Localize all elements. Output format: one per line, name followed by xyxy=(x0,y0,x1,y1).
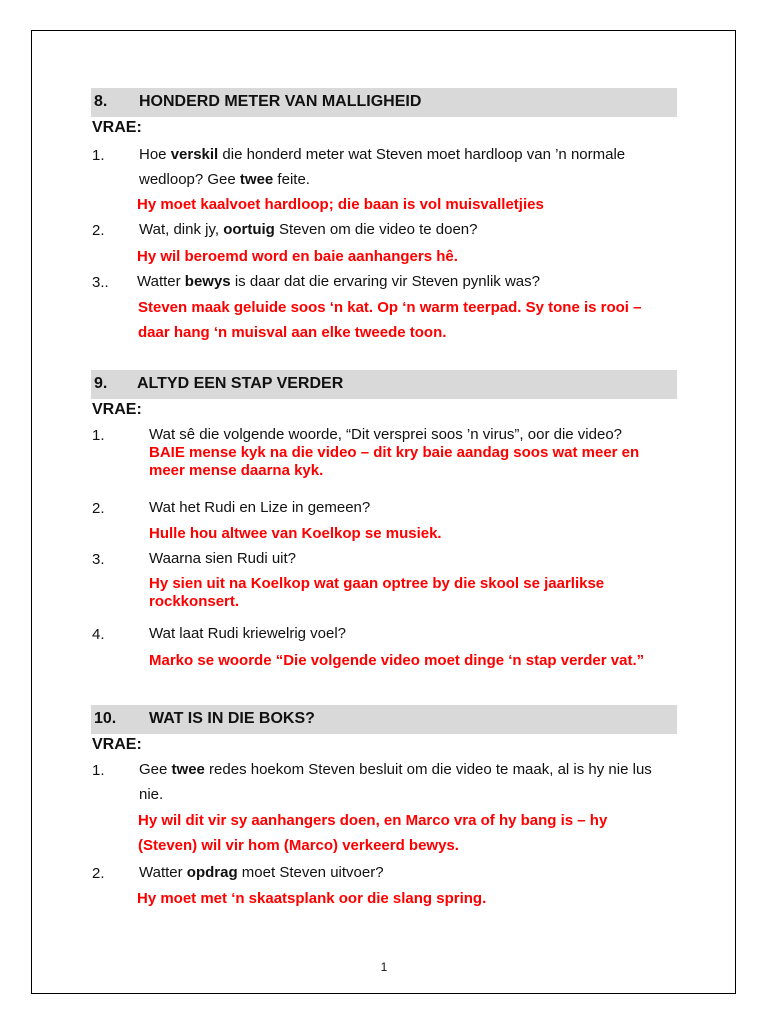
question-number: 2. xyxy=(92,865,105,882)
question-text: Hoe verskil die honderd meter wat Steven moet hardloop van ’n normale wedloop? Gee twee feite. xyxy=(139,146,626,188)
vrae-label: VRAE: xyxy=(92,736,142,753)
emphasis-word: verskil xyxy=(170,146,219,163)
answer-text: Hy wil beroemd word en baie aanhangers hê. xyxy=(137,248,458,265)
vrae-label: VRAE: xyxy=(92,119,142,136)
question-number: 3. xyxy=(92,551,105,568)
emphasis-word: opdrag xyxy=(186,864,238,881)
section-10-heading xyxy=(91,705,677,734)
question-number: 1. xyxy=(92,762,105,779)
question-text: Wat, dink jy, oortuig Steven om die video te doen? xyxy=(139,221,478,238)
answer-text: Steven maak geluide soos ‘n kat. Op ‘n warm teerpad. Sy tone is rooi – daar hang ‘n muisval aan elke tweede toon. xyxy=(138,299,642,341)
question-text: Wat het Rudi en Lize in gemeen? xyxy=(149,499,371,516)
vrae-label: VRAE: xyxy=(92,401,142,418)
emphasis-word: twee xyxy=(171,761,205,778)
question-number: 1. xyxy=(92,427,105,444)
section-8-heading xyxy=(91,88,677,117)
answer-text: Hy moet met ‘n skaatsplank oor die slang spring. xyxy=(137,890,487,907)
section-number: 10. xyxy=(94,710,117,727)
section-number: 9. xyxy=(94,375,108,392)
section-number: 8. xyxy=(94,93,108,110)
answer-text: Hy sien uit na Koelkop wat gaan optree by die skool se jaarlikse rockkonsert. xyxy=(149,575,605,610)
question-text: Gee twee redes hoekom Steven besluit om die video te maak, al is hy nie lus nie. xyxy=(139,761,652,803)
question-number: 1. xyxy=(92,147,105,164)
emphasis-word: bewys xyxy=(184,273,231,290)
page-number: 1 xyxy=(380,960,388,974)
answer-text: BAIE mense kyk na die video – dit kry baie aandag soos wat meer en meer mense daarna kyk. xyxy=(149,444,640,479)
section-title: HONDERD METER VAN MALLIGHEID xyxy=(139,93,422,110)
answer-text: Hulle hou altwee van Koelkop se musiek. xyxy=(149,525,442,542)
section-title: WAT IS IN DIE BOKS? xyxy=(149,710,315,727)
question-text: Wat sê die volgende woorde, “Dit versprei soos ’n virus”, oor die video? xyxy=(149,426,622,443)
answer-text: Hy moet kaalvoet hardloop; die baan is vol muisvalletjies xyxy=(137,196,544,213)
emphasis-word: oortuig xyxy=(223,221,275,238)
question-number: 4. xyxy=(92,626,105,643)
question-number: 3.. xyxy=(92,274,109,291)
emphasis-word: twee xyxy=(239,171,274,188)
answer-text: Hy wil dit vir sy aanhangers doen, en Marco vra of hy bang is – hy (Steven) wil vir hom (Marco) verkeerd bewys. xyxy=(138,812,608,854)
question-number: 2. xyxy=(92,222,105,239)
section-title: ALTYD EEN STAP VERDER xyxy=(137,375,344,392)
answer-text: Marko se woorde “Die volgende video moet dinge ‘n stap verder vat.” xyxy=(149,652,645,669)
question-text: Waarna sien Rudi uit? xyxy=(149,550,297,567)
section-9-heading xyxy=(91,370,677,399)
question-text: Wat laat Rudi kriewelrig voel? xyxy=(149,625,347,642)
question-number: 2. xyxy=(92,500,105,517)
question-text: Watter opdrag moet Steven uitvoer? xyxy=(139,864,384,881)
question-text: Watter bewys is daar dat die ervaring vir Steven pynlik was? xyxy=(137,273,540,290)
